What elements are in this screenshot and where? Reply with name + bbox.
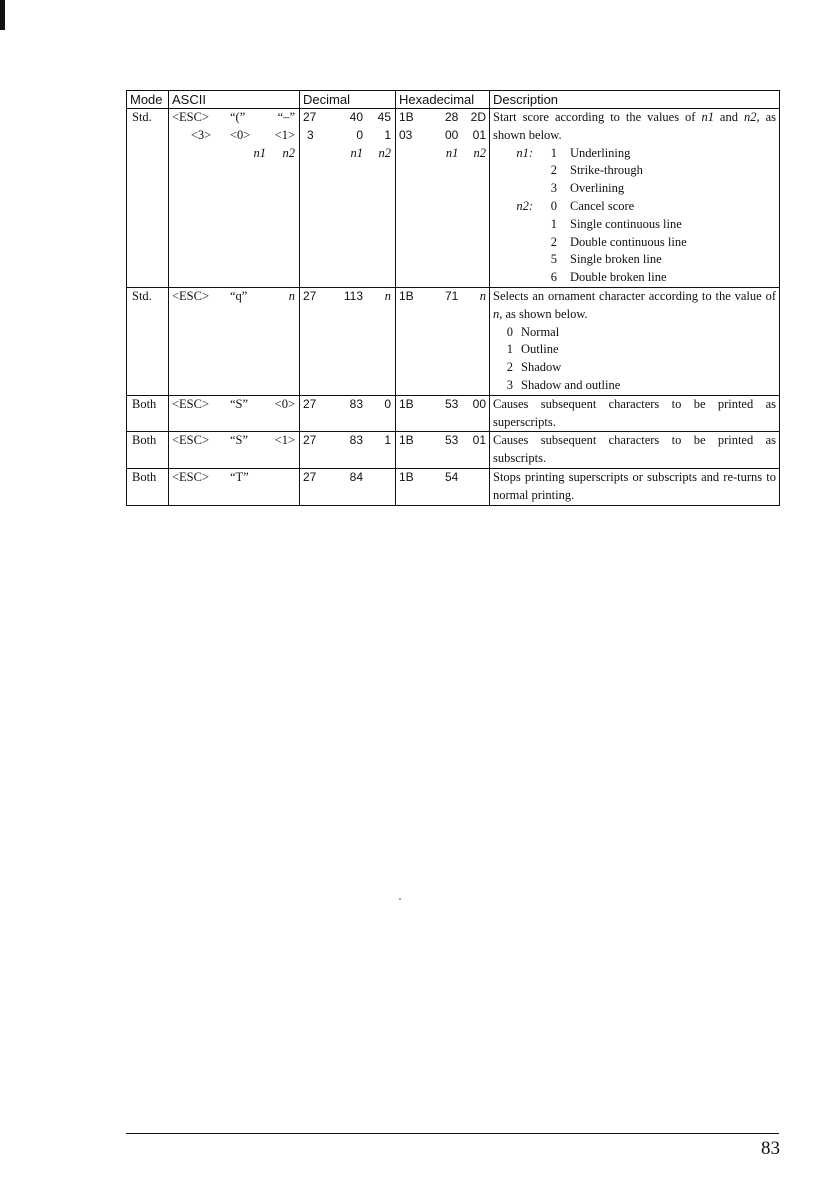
decimal-cell [300, 287, 396, 395]
option-line: 6 Double broken line [550, 270, 667, 285]
hex-line [399, 396, 486, 414]
ascii-cell [169, 395, 300, 432]
hex-line [399, 127, 486, 145]
hex-line [399, 469, 486, 487]
hex-value: 1B [399, 433, 414, 448]
page-number: 83 [761, 1138, 780, 1159]
hex-line [399, 288, 486, 306]
hex-value: 1B [399, 288, 414, 303]
hex-value: n1 [445, 145, 459, 160]
option-line: 3 Overlining [550, 181, 625, 196]
hex-cell [396, 432, 490, 469]
decimal-line [303, 432, 392, 450]
ascii-token: n1 [253, 145, 266, 160]
decimal-line [303, 469, 392, 487]
description-cell [490, 395, 780, 432]
hex-cell [396, 468, 490, 505]
ascii-token: <ESC> [172, 469, 210, 484]
ascii-token: “T” [230, 469, 249, 484]
decimal-value: 27 [303, 288, 317, 303]
ascii-token: <ESC> [172, 288, 210, 303]
hex-value: 28 [444, 110, 459, 124]
decimal-value: 3 [307, 127, 314, 142]
hex-line [399, 145, 486, 163]
decimal-line [303, 109, 392, 127]
description-cell [490, 432, 780, 469]
ascii-line [172, 127, 296, 145]
ascii-token: <1> [274, 433, 295, 448]
header-hexadecimal: Hexadecimal [396, 91, 490, 109]
option-line: 3 Shadow and outline [506, 377, 621, 392]
ascii-cell [169, 432, 300, 469]
decimal-value: 1 [384, 433, 391, 448]
decimal-value: 40 [349, 110, 363, 124]
table-row-score [127, 109, 780, 288]
decimal-value: n [384, 288, 391, 303]
ascii-token: “S” [230, 433, 249, 448]
option-line: 2 Shadow [506, 360, 562, 375]
ascii-line [172, 288, 296, 306]
ascii-token: n2 [282, 145, 295, 160]
table-row-cancel-script [127, 468, 780, 505]
decimal-value [363, 469, 391, 487]
header-row [127, 91, 780, 109]
hex-value: 1B [399, 396, 414, 411]
hex-value: 71 [444, 288, 459, 303]
ascii-token: <0> [274, 396, 295, 411]
table-row-ornament [127, 287, 780, 395]
ascii-token: <ESC> [172, 396, 210, 411]
description-cell [490, 287, 780, 395]
scan-edge-mark [0, 0, 5, 30]
ascii-cell [169, 109, 300, 288]
decimal-value: 27 [303, 433, 317, 448]
decimal-value: 27 [303, 396, 317, 411]
option-line: n1: 1 Underlining [516, 145, 631, 160]
ascii-token: “q” [230, 288, 248, 303]
hex-cell [396, 287, 490, 395]
header-decimal: Decimal [300, 91, 396, 109]
ascii-token: <0> [230, 127, 251, 142]
option-line: 1 Single continuous line [550, 216, 682, 231]
footer-rule [126, 1133, 779, 1134]
ascii-token: n [288, 288, 295, 303]
decimal-value: 83 [349, 396, 363, 411]
hex-value: 00 [472, 396, 486, 411]
ascii-token: <3> [190, 127, 212, 142]
header-ascii: ASCII [169, 91, 300, 109]
option-line: 2 Strike-through [550, 163, 643, 178]
ascii-token: <ESC> [172, 110, 210, 124]
decimal-cell [300, 468, 396, 505]
hex-value: 00 [444, 127, 459, 142]
decimal-value: 0 [356, 127, 363, 142]
option-line: 0 Normal [506, 324, 560, 339]
hex-value: 53 [444, 433, 459, 448]
hex-value: 1B [399, 469, 414, 484]
ascii-token: <ESC> [172, 433, 210, 448]
hex-cell [396, 395, 490, 432]
option-line: 5 Single broken line [550, 252, 662, 267]
decimal-value: 84 [349, 469, 363, 484]
description-text: Causes subsequent characters to be printed as superscripts. [493, 396, 776, 429]
decimal-value: 83 [349, 433, 363, 448]
ascii-line [172, 432, 296, 450]
mode-cell: Both [127, 468, 169, 505]
decimal-cell [300, 395, 396, 432]
ascii-token: <1> [274, 127, 295, 142]
ascii-line [172, 469, 296, 487]
option-line: 2 Double continuous line [550, 234, 687, 249]
ascii-token [266, 469, 295, 487]
description-cell [490, 109, 780, 288]
description-text: Causes subsequent characters to be printed as subscripts. [493, 433, 776, 466]
hex-value: 2D [470, 110, 486, 124]
hex-line [399, 432, 486, 450]
decimal-value: 0 [384, 396, 391, 411]
decimal-value: 27 [303, 469, 317, 484]
decimal-line [303, 396, 392, 414]
ascii-cell [169, 468, 300, 505]
hex-value [399, 145, 425, 163]
mode-cell: Both [127, 432, 169, 469]
decimal-line [303, 127, 392, 145]
option-line: n2: 0 Cancel score [516, 198, 635, 213]
ascii-line [172, 109, 296, 127]
description-cell [490, 468, 780, 505]
hex-value: n2 [473, 145, 486, 160]
ascii-line [172, 145, 296, 163]
decimal-value: n2 [378, 145, 391, 160]
mode-cell: Std. [127, 287, 169, 395]
ascii-token: “–” [277, 110, 295, 124]
mode-cell: Both [127, 395, 169, 432]
hex-value: 01 [472, 433, 486, 448]
description-text: Start score according to the values of n1 and n2, as shown below. [493, 110, 776, 142]
decimal-line [303, 288, 392, 306]
header-mode: Mode [127, 91, 169, 109]
mode-cell: Std. [127, 109, 169, 288]
ascii-cell [169, 287, 300, 395]
table-row-superscript [127, 395, 780, 432]
decimal-value: 1 [384, 127, 391, 142]
hex-cell [396, 109, 490, 288]
hex-value: 1B [399, 110, 414, 124]
decimal-value: 27 [303, 110, 317, 124]
hex-value: 53 [444, 396, 459, 411]
decimal-cell [300, 432, 396, 469]
decimal-line [303, 145, 392, 163]
ascii-token: “S” [230, 396, 249, 411]
ascii-line [172, 396, 296, 414]
decimal-cell [300, 109, 396, 288]
hex-value: 03 [399, 127, 413, 142]
scan-speck [399, 898, 401, 900]
decimal-value: 113 [343, 288, 363, 303]
decimal-value: n1 [350, 145, 363, 160]
decimal-value [303, 145, 329, 163]
table-row-subscript [127, 432, 780, 469]
hex-line [399, 109, 486, 127]
hex-value [458, 469, 486, 487]
decimal-value: 45 [377, 110, 391, 124]
hex-value: 01 [472, 127, 486, 142]
option-line: 1 Outline [506, 342, 559, 357]
ascii-token: “(” [230, 110, 246, 124]
header-description: Description [490, 91, 780, 109]
description-text: Stops printing superscripts or subscripts and re-turns to normal printing. [493, 469, 776, 502]
hex-value: 54 [444, 469, 459, 484]
description-text: Selects an ornament character according to the value of n, as shown below. [493, 288, 776, 321]
command-table [126, 90, 780, 506]
hex-value: n [479, 288, 486, 303]
